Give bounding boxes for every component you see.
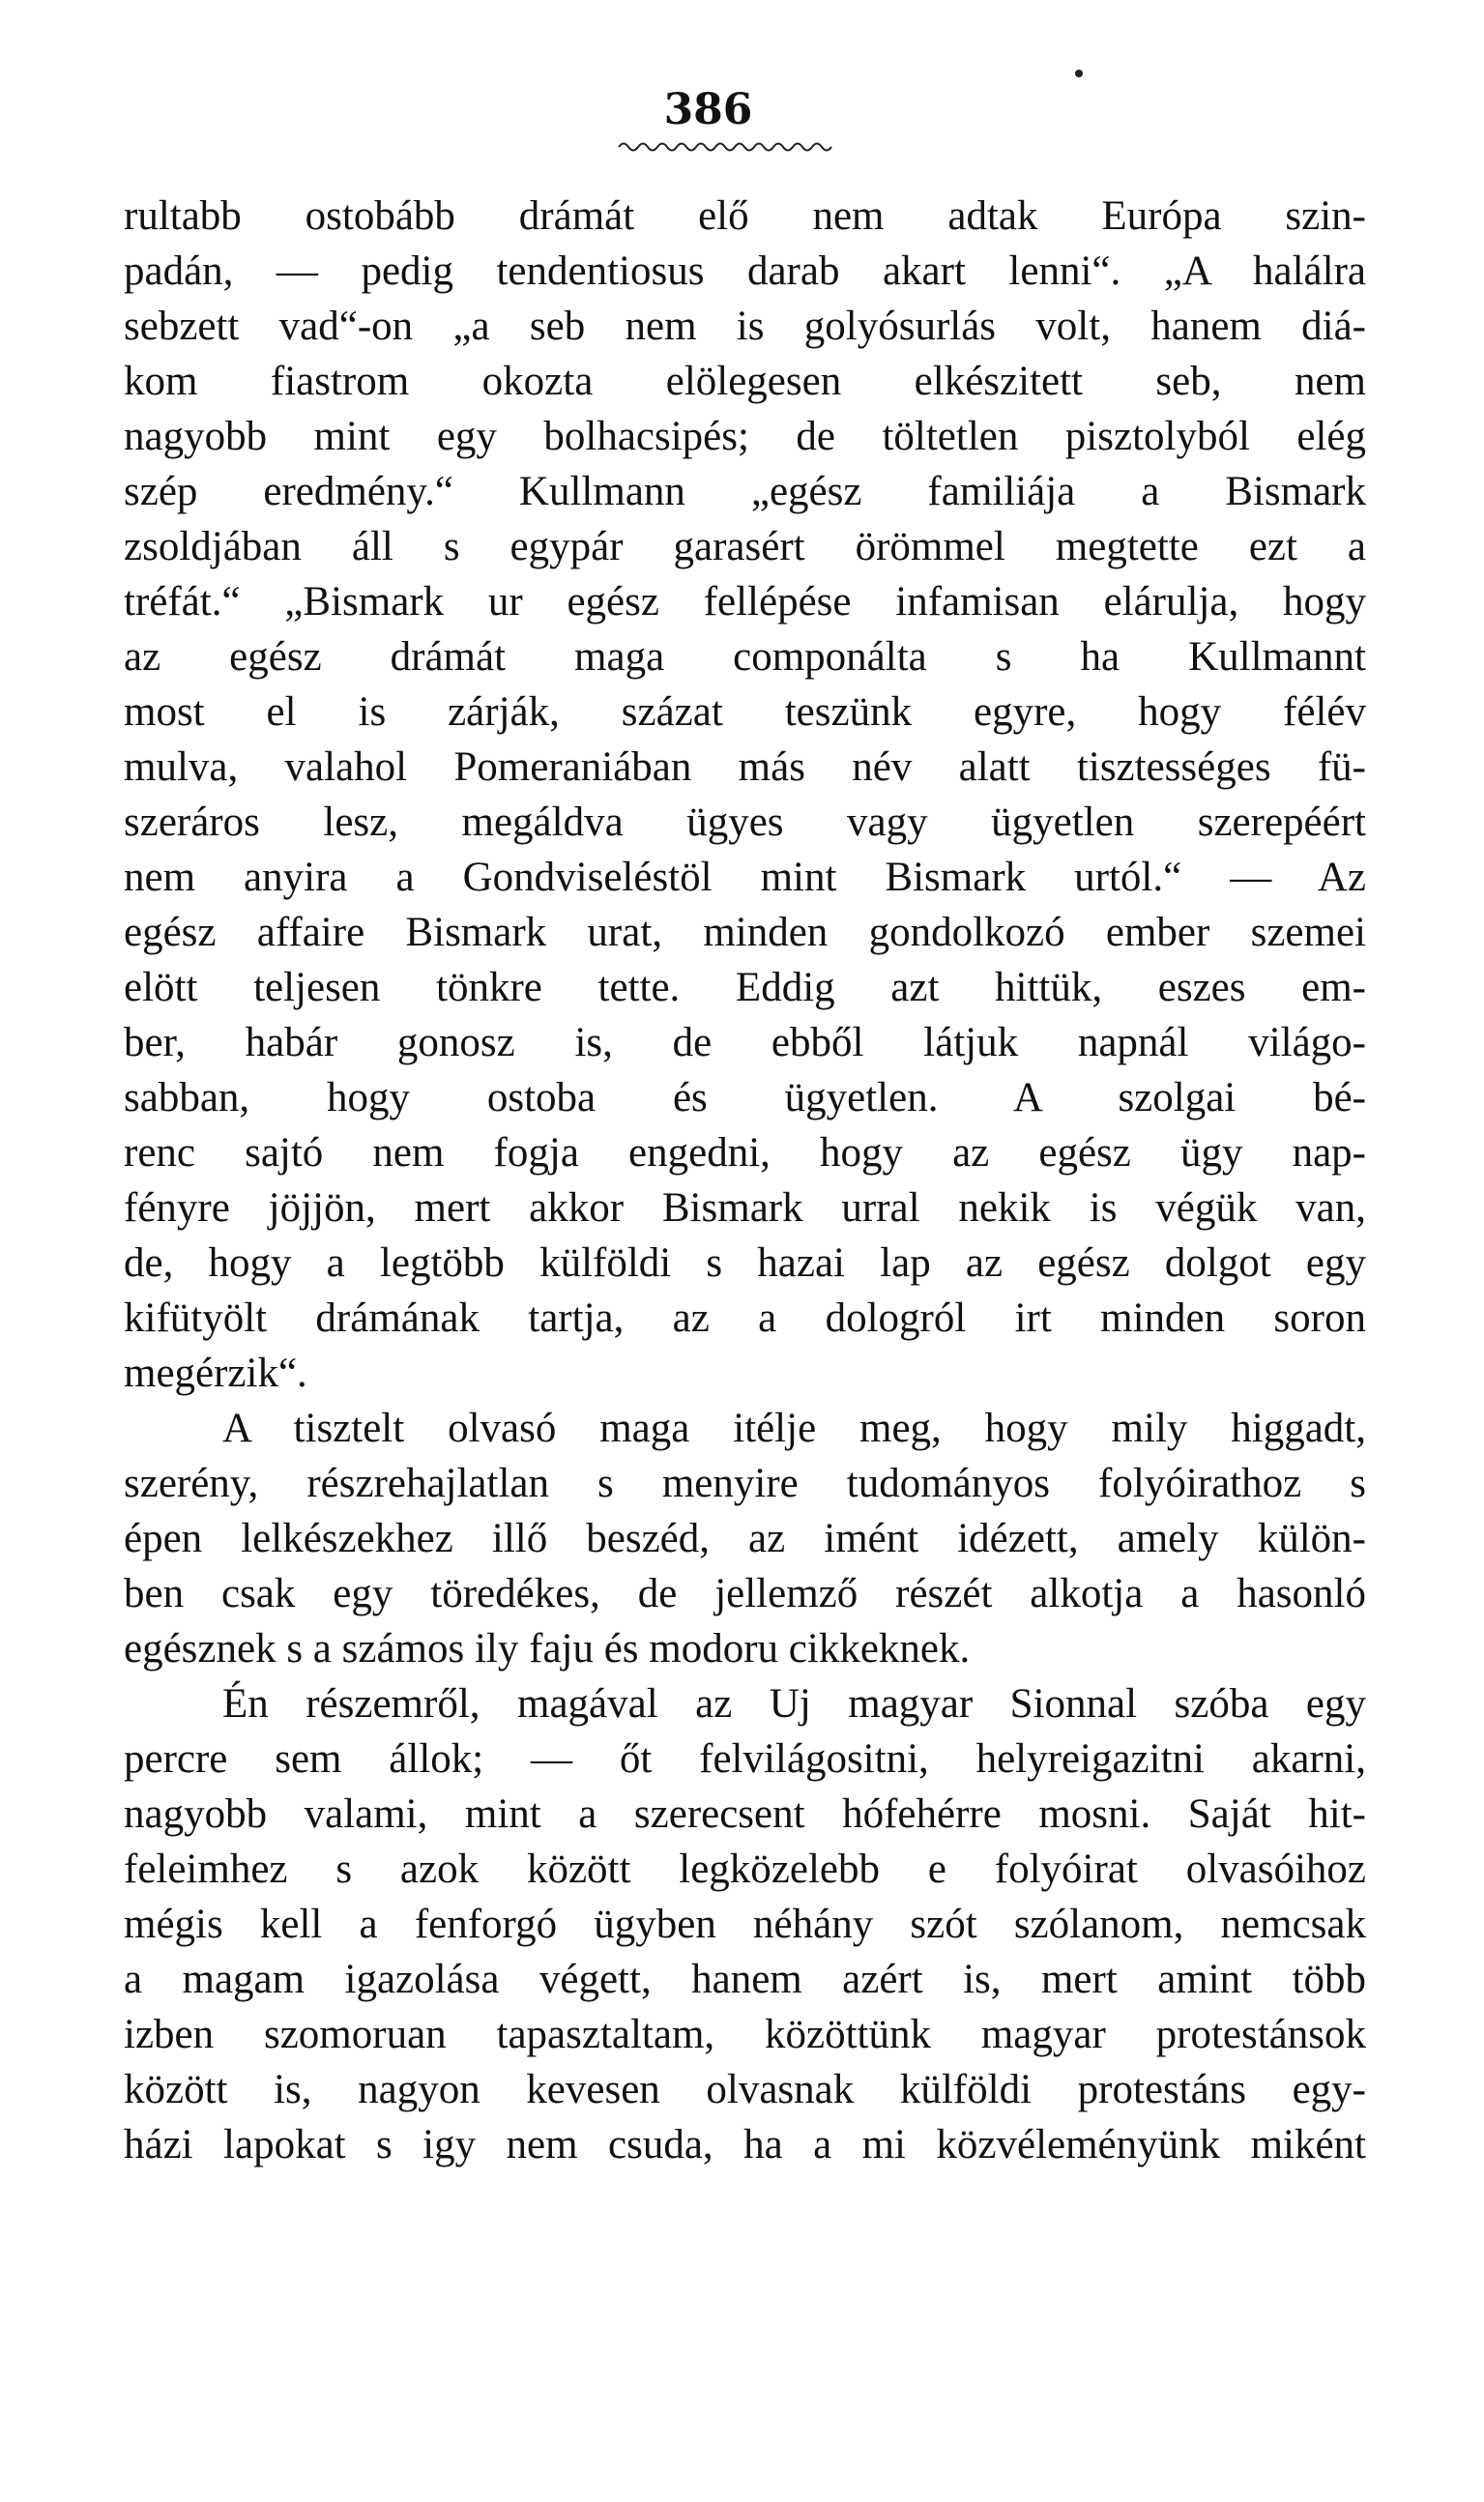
text-line: zsoldjában áll s egypár garasért örömmel megtette ezt a [124,524,1366,569]
text-line: padán, — pedig tendentiosus darab akart lenni“. „A halálra [124,248,1366,294]
text-line: épen lelkészekhez illő beszéd, az imént idézett, amely külön- [124,1516,1366,1561]
text-line: most el is zárják, százat teszünk egyre, hogy félév [124,689,1366,735]
text-line: feleimhez s azok között legközelebb e folyóirat olvasóihoz [124,1847,1366,1892]
text-line: sebzett vad“-on „a seb nem is golyósurlás volt, hanem diá- [124,304,1366,349]
text-line: A tisztelt olvasó maga itélje meg, hogy mily higgadt, [222,1406,1366,1451]
text-line: ber, habár gonosz is, de ebből látjuk napnál világo- [124,1020,1366,1065]
text-line: megérzik“. [124,1351,307,1396]
text-line: fényre jöjjön, mert akkor Bismark urral nekik is végük van, [124,1185,1366,1231]
ink-speck [1075,70,1083,77]
text-line: egész affaire Bismark urat, minden gondolkozó ember szemei [124,910,1366,955]
text-line: elött teljesen tönkre tette. Eddig azt hittük, eszes em- [124,965,1366,1010]
wavy-rule-ornament [617,138,839,156]
text-line: mégis kell a fenforgó ügyben néhány szót szólanom, nemcsak [124,1902,1366,1947]
text-line: mulva, valahol Pomeraniában más név alatt tisztességes fü- [124,744,1366,790]
text-line: de, hogy a legtöbb külföldi s hazai lap az egész dolgot egy [124,1240,1366,1286]
text-line: nem anyira a Gondviseléstöl mint Bismark urtól.“ — Az [124,855,1366,900]
text-line: között is, nagyon kevesen olvasnak külföldi protestáns egy- [124,2067,1366,2112]
text-line: percre sem állok; — őt felvilágositni, helyreigazitni akarni, [124,1736,1366,1782]
text-line: szerény, részrehajlatlan s menyire tudományos folyóirathoz s [124,1461,1366,1506]
text-line: az egész drámát maga componálta s ha Kullmannt [124,634,1366,680]
paragraph-2 [124,1401,1366,1676]
text-line: nagyobb valami, mint a szerecsent hófehérre mosni. Saját hit- [124,1791,1366,1837]
text-line: szép eredmény.“ Kullmann „egész familiája a Bismark [124,469,1366,514]
text-line: ben csak egy töredékes, de jellemző részét alkotja a hasonló [124,1571,1366,1616]
page-number: 386 [663,85,753,134]
text-line: renc sajtó nem fogja engedni, hogy az egész ügy nap- [124,1130,1366,1176]
text-line: izben szomoruan tapasztaltam, közöttünk magyar protestánsok [124,2012,1366,2057]
text-line: nagyobb mint egy bolhacsipés; de töltetlen pisztolyból elég [124,414,1366,459]
text-line: szeráros lesz, megáldva ügyes vagy ügyetlen szerepéért [124,800,1366,845]
text-line: tréfát.“ „Bismark ur egész fellépése infamisan elárulja, hogy [124,579,1366,625]
text-line: kom fiastrom okozta elölegesen elkészitett seb, nem [124,359,1366,404]
text-line: egésznek s a számos ily faju és modoru cikkeknek. [124,1626,971,1672]
paragraph-1 [124,189,1366,1401]
text-line: rultabb ostobább drámát elő nem adtak Európa szin- [124,193,1366,239]
paragraph-3 [124,1676,1366,2172]
text-line: Én részemről, magával az Uj magyar Sionnal szóba egy [222,1681,1366,1727]
body-text [124,189,1366,2172]
text-line: házi lapokat s igy nem csuda, ha a mi közvéleményünk miként [124,2122,1366,2167]
text-line: kifütyölt drámának tartja, az a dologról irt minden soron [124,1295,1366,1341]
text-line: a magam igazolása végett, hanem azért is, mert amint több [124,1957,1366,2002]
text-line: sabban, hogy ostoba és ügyetlen. A szolgai bé- [124,1075,1366,1120]
